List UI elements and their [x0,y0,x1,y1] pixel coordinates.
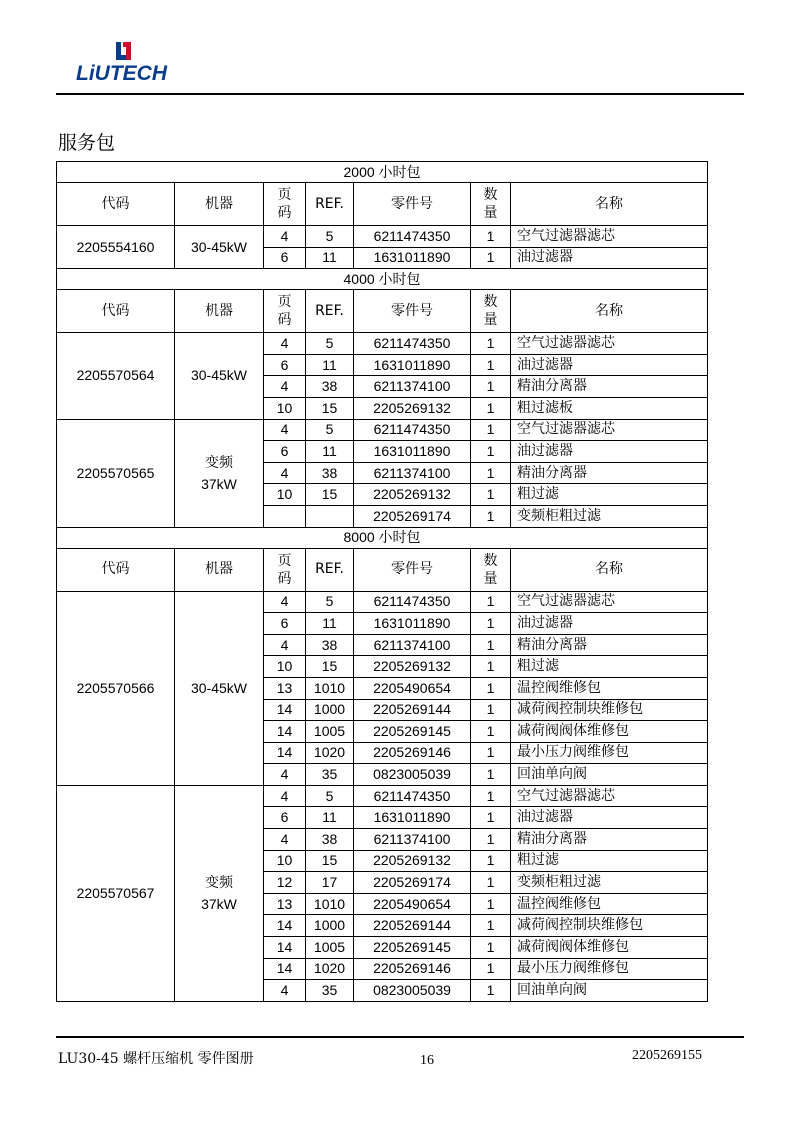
header-label-bottom: 码 [277,312,292,329]
page-cell [264,505,306,527]
page-cell: 6 [264,247,306,269]
part-number-cell: 2205269145 [354,721,471,743]
part-number-cell: 1631011890 [354,613,471,635]
part-name-cell: 精油分离器 [511,376,708,398]
page-cell: 10 [264,484,306,506]
part-name-cell: 回油单向阀 [511,980,708,1002]
quantity-cell: 1 [471,785,511,807]
part-number-cell: 6211474350 [354,785,471,807]
machine-model [175,333,264,419]
header-label-bottom: 码 [277,205,292,221]
header-machine: 机器 [175,548,264,591]
quantity-cell: 1 [471,441,511,463]
header-label-top: 数 [483,294,498,311]
table-row [57,591,708,613]
page-cell: 4 [264,829,306,851]
part-name-cell: 粗过滤 [511,656,708,678]
part-name-cell: 油过滤器 [511,247,708,269]
quantity-cell: 1 [471,742,511,764]
quantity-cell: 1 [471,333,511,355]
ref-cell: 5 [306,226,354,248]
page-cell: 14 [264,699,306,721]
ref-cell: 1020 [306,742,354,764]
ref-cell: 1010 [306,893,354,915]
page-cell: 4 [264,419,306,441]
part-number-cell: 1631011890 [354,807,471,829]
ref-cell: 15 [306,850,354,872]
part-name-cell: 最小压力阀维修包 [511,958,708,980]
package-title-row [57,527,708,548]
service-package-table [56,161,708,1002]
ref-cell: 5 [306,785,354,807]
part-number-cell: 6211474350 [354,591,471,613]
machine-model [175,419,264,527]
part-number-cell: 0823005039 [354,980,471,1002]
header-part-number: 零件号 [354,548,471,591]
part-number-cell: 6211374100 [354,376,471,398]
page-cell: 4 [264,226,306,248]
page-cell: 4 [264,764,306,786]
part-name-cell: 空气过滤器滤芯 [511,419,708,441]
table-row [57,333,708,355]
part-name-cell: 油过滤器 [511,807,708,829]
quantity-cell: 1 [471,613,511,635]
page-cell: 6 [264,354,306,376]
footer-document-title: LU30-45 螺杆压缩机 零件图册 [58,1051,254,1067]
ref-cell: 35 [306,980,354,1002]
part-number-cell: 2205269132 [354,484,471,506]
quantity-cell: 1 [471,226,511,248]
part-number-cell: 6211474350 [354,226,471,248]
ref-cell: 11 [306,441,354,463]
quantity-cell: 1 [471,634,511,656]
header-ref: REF. [306,548,354,591]
quantity-cell: 1 [471,462,511,484]
ref-cell: 38 [306,829,354,851]
quantity-cell: 1 [471,958,511,980]
package-title-row [57,162,708,183]
part-name-cell: 最小压力阀维修包 [511,742,708,764]
header-machine: 机器 [175,290,264,333]
quantity-cell: 1 [471,980,511,1002]
ref-cell: 11 [306,247,354,269]
quantity-cell: 1 [471,764,511,786]
header-code: 代码 [57,290,175,333]
ref-cell: 17 [306,872,354,894]
part-number-cell: 6211374100 [354,634,471,656]
package-title-row [57,269,708,290]
table-row [57,785,708,807]
part-number-cell: 2205269144 [354,699,471,721]
header-page [264,548,306,591]
ref-cell: 35 [306,764,354,786]
part-number-cell: 2205269174 [354,872,471,894]
part-number-cell: 2205269174 [354,505,471,527]
machine-line: 30-45kW [190,238,248,255]
quantity-cell: 1 [471,505,511,527]
page-cell: 14 [264,915,306,937]
ref-cell: 15 [306,656,354,678]
page-cell: 4 [264,591,306,613]
quantity-cell: 1 [471,484,511,506]
page-cell: 6 [264,613,306,635]
footer-rule [56,1036,744,1038]
table-row [57,419,708,441]
footer-page-number: 16 [420,1053,434,1068]
quantity-cell: 1 [471,721,511,743]
package-title: 8000 小时包 [57,527,708,548]
quantity-cell: 1 [471,419,511,441]
header-name: 名称 [511,548,708,591]
header-label-top: 数 [483,552,498,569]
page-cell: 4 [264,785,306,807]
part-name-cell: 空气过滤器滤芯 [511,785,708,807]
page-cell: 14 [264,742,306,764]
part-number-cell: 2205490654 [354,677,471,699]
quantity-cell: 1 [471,677,511,699]
part-number-cell: 6211474350 [354,419,471,441]
footer-document-number: 2205269155 [632,1048,702,1063]
header-label-bottom: 量 [483,570,498,587]
header-quantity [471,548,511,591]
machine-line: 37kW [201,896,237,913]
part-name-cell: 变频柜粗过滤 [511,505,708,527]
part-number-cell: 2205269146 [354,958,471,980]
quantity-cell: 1 [471,872,511,894]
column-header-row [57,290,708,333]
part-number-cell: 0823005039 [354,764,471,786]
header-part-number: 零件号 [354,183,471,226]
part-name-cell: 减荷阀阀体维修包 [511,721,708,743]
part-number-cell: 2205269132 [354,850,471,872]
page-cell: 6 [264,441,306,463]
part-name-cell: 温控阀维修包 [511,893,708,915]
part-name-cell: 空气过滤器滤芯 [511,333,708,355]
ref-cell: 11 [306,354,354,376]
quantity-cell: 1 [471,937,511,959]
header-ref: REF. [306,183,354,226]
quantity-cell: 1 [471,850,511,872]
package-title: 4000 小时包 [57,269,708,290]
ref-cell: 38 [306,376,354,398]
page-cell: 6 [264,807,306,829]
package-code: 2205570565 [57,419,175,527]
part-name-cell: 粗过滤板 [511,397,708,419]
ref-cell: 1010 [306,677,354,699]
machine-line: 30-45kW [190,679,248,696]
part-name-cell: 粗过滤 [511,484,708,506]
page-cell: 14 [264,958,306,980]
ref-cell: 15 [306,484,354,506]
quantity-cell: 1 [471,699,511,721]
section-title: 服务包 [58,132,116,154]
ref-cell: 38 [306,634,354,656]
part-number-cell: 2205269132 [354,397,471,419]
company-logo [76,40,176,88]
column-header-row [57,183,708,226]
header-label-bottom: 码 [277,570,292,587]
part-name-cell: 油过滤器 [511,613,708,635]
part-number-cell: 6211374100 [354,829,471,851]
quantity-cell: 1 [471,591,511,613]
ref-cell: 15 [306,397,354,419]
part-name-cell: 精油分离器 [511,634,708,656]
logo-wordmark: LiUTECH [76,62,167,85]
part-number-cell: 2205269146 [354,742,471,764]
column-header-row [57,548,708,591]
header-label-top: 页 [277,552,292,569]
header-page [264,183,306,226]
part-name-cell: 空气过滤器滤芯 [511,226,708,248]
header-label-top: 页 [277,294,292,311]
header-label-bottom: 量 [483,312,498,329]
part-name-cell: 油过滤器 [511,441,708,463]
ref-cell: 1005 [306,937,354,959]
header-label-top: 页 [277,187,292,203]
ref-cell: 1000 [306,699,354,721]
header-code: 代码 [57,183,175,226]
part-number-cell: 1631011890 [354,441,471,463]
part-name-cell: 精油分离器 [511,462,708,484]
table-row [57,226,708,248]
ref-cell: 1020 [306,958,354,980]
header-code: 代码 [57,548,175,591]
header-quantity [471,183,511,226]
page-cell: 4 [264,333,306,355]
package-code: 2205570567 [57,785,175,1001]
part-name-cell: 粗过滤 [511,850,708,872]
part-name-cell: 油过滤器 [511,354,708,376]
quantity-cell: 1 [471,807,511,829]
header-ref: REF. [306,290,354,333]
page-cell: 10 [264,850,306,872]
page-cell: 12 [264,872,306,894]
header-label-top: 数 [483,187,498,203]
quantity-cell: 1 [471,397,511,419]
package-code: 2205554160 [57,226,175,269]
header-name: 名称 [511,183,708,226]
page-cell: 10 [264,656,306,678]
quantity-cell: 1 [471,893,511,915]
package-code: 2205570566 [57,591,175,785]
header-page [264,290,306,333]
part-number-cell: 1631011890 [354,354,471,376]
part-number-cell: 2205269144 [354,915,471,937]
page-cell: 4 [264,634,306,656]
header-quantity [471,290,511,333]
page-cell: 4 [264,376,306,398]
package-code: 2205570564 [57,333,175,419]
page-cell: 14 [264,721,306,743]
ref-cell: 1005 [306,721,354,743]
machine-line: 变频 [205,454,233,471]
machine-line: 30-45kW [190,367,248,384]
page-cell: 13 [264,893,306,915]
ref-cell: 5 [306,419,354,441]
package-title: 2000 小时包 [57,162,708,183]
part-name-cell: 回油单向阀 [511,764,708,786]
ref-cell: 5 [306,333,354,355]
quantity-cell: 1 [471,247,511,269]
part-name-cell: 减荷阀阀体维修包 [511,937,708,959]
part-number-cell: 2205269132 [354,656,471,678]
header-rule [56,93,744,95]
ref-cell: 11 [306,613,354,635]
part-name-cell: 温控阀维修包 [511,677,708,699]
liutech-logo-mark-icon [114,40,136,62]
page-cell: 4 [264,462,306,484]
page-cell: 14 [264,937,306,959]
part-number-cell: 1631011890 [354,247,471,269]
ref-cell: 11 [306,807,354,829]
quantity-cell: 1 [471,354,511,376]
header-label-bottom: 量 [483,205,498,221]
part-name-cell: 减荷阀控制块维修包 [511,699,708,721]
quantity-cell: 1 [471,915,511,937]
machine-line: 变频 [205,874,233,891]
ref-cell [306,505,354,527]
part-number-cell: 2205269145 [354,937,471,959]
page-cell: 13 [264,677,306,699]
machine-line: 37kW [201,476,237,493]
part-name-cell: 精油分离器 [511,829,708,851]
ref-cell: 1000 [306,915,354,937]
header-part-number: 零件号 [354,290,471,333]
quantity-cell: 1 [471,376,511,398]
page-cell: 10 [264,397,306,419]
quantity-cell: 1 [471,829,511,851]
header-name: 名称 [511,290,708,333]
header-machine: 机器 [175,183,264,226]
machine-model [175,785,264,1001]
machine-model [175,591,264,785]
page-cell: 4 [264,980,306,1002]
part-name-cell: 变频柜粗过滤 [511,872,708,894]
part-number-cell: 6211374100 [354,462,471,484]
part-name-cell: 空气过滤器滤芯 [511,591,708,613]
part-number-cell: 6211474350 [354,333,471,355]
machine-model [175,226,264,269]
ref-cell: 5 [306,591,354,613]
part-number-cell: 2205490654 [354,893,471,915]
ref-cell: 38 [306,462,354,484]
quantity-cell: 1 [471,656,511,678]
part-name-cell: 减荷阀控制块维修包 [511,915,708,937]
